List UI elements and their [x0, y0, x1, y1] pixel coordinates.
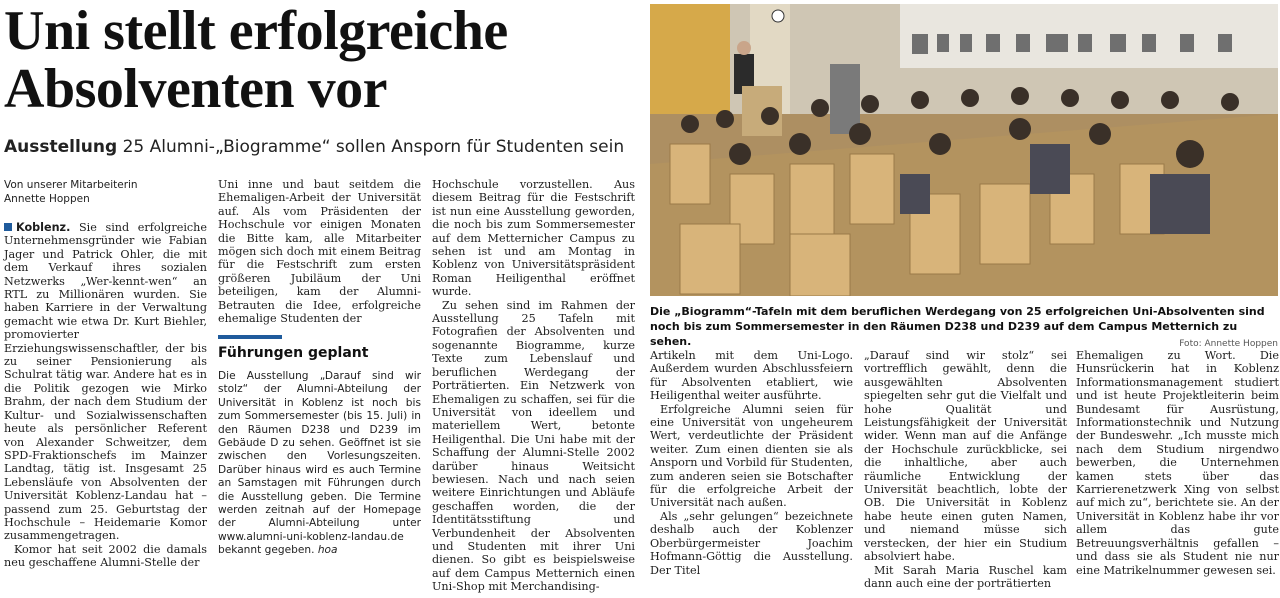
article-column-1: [4, 221, 207, 570]
dateline-location: Koblenz.: [16, 221, 71, 234]
article-paragraph: Komor hat seit 2002 die damals neu geschaffene Alumni-Stelle der: [4, 542, 207, 570]
byline: [4, 178, 209, 206]
info-box-text: Die Ausstellung „Darauf sind wir stolz“ der Alumni-Abteilung der Universität in Koblenz ist noch bis zum Sommersemester (bis 15. Juli) in den Räumen D238 und D239 im Gebäude D zu sehen. Geöffnet ist sie zwischen den Vorlesungszeiten. Darüber hinaus wird es auch Termine an Samstagen mit Führungen durch die Ausstellung geben. Die Termine werden zeitnah auf der Homepage der Alumni-Abteilung unter www.alumni-uni-koblenz-landau.de bekannt gegeben. hoa: [218, 369, 421, 557]
article-column-3: [432, 178, 635, 594]
article-paragraph: Uni inne und baut seitdem die Ehemaligen-Arbeit der Universität auf. Als vom Präsidenten der Hochschule vor einigen Monaten die Bitte kam, alle Mitarbeiter mögen sich doch mit einem Beitrag für die Festschrift zum ersten größeren Jubiläum der Uni beteiligen, kam der Alumni-Betrauten die Idee, erfolgreiche ehemalige Studenten der: [218, 178, 421, 326]
article-paragraph: Als „sehr gelungen“ bezeichnete deshalb auch der Koblenzer Oberbürgermeister Joachim Hofmann-Göttig die Ausstellung. Der Titel: [650, 509, 853, 577]
lecture-hall-image: [650, 4, 1278, 296]
event-photo: [650, 4, 1278, 296]
photo-credit: Foto: Annette Hoppen: [1179, 339, 1278, 349]
article-column-4: [650, 349, 853, 577]
photo-caption: Die „Biogramm“-Tafeln mit dem beruflichen Werdegang von 25 erfolgreichen Uni-Absolventen sind noch bis zum Sommersemester in den Räumen D238 und D239 auf dem Campus Metternich zu sehen. Foto: Annette Hoppen: [650, 304, 1278, 352]
subheadline-kicker: Ausstellung: [4, 137, 118, 157]
article-paragraph: Hochschule vorzustellen. Aus diesem Beitrag für die Festschrift ist nun eine Ausstellung geworden, die noch bis zum Sommersemester auf dem Metternicher Campus zu sehen ist und am Montag in Koblenz von Universitätspräsident Roman Heiligenthal eröffnet wurde.: [432, 178, 635, 299]
article-column-2: [218, 178, 421, 558]
article-paragraph: Artikeln mit dem Uni-Logo. Außerdem wurden Abschlussfeiern für Absolventen etabliert, wie Heiligenthal weiter ausführte.: [650, 349, 853, 403]
subheadline-text: 25 Alumni-„Biogramme“ sollen Ansporn für Studenten sein: [117, 137, 625, 157]
article-paragraph: Koblenz. Sie sind erfolgreiche Unternehmensgründer wie Fabian Jager und Patrick Ohler, die mit dem Verkauf ihres sozialen Netzwerks „Wer-kennt-wen“ an RTL zu Millionären wurden. Sie haben Karriere in der Verwaltung gemacht wie etwa Dr. Kurt Biehler, promovierter Erziehungswissenschaftler, der bis zu seiner Pensionierung als Schulrat tätig war. Andere hat es in die Politik gezogen wie Mirko Brahm, der nach dem Studium der Kultur- und Sozialwissenschaften heute als persönlicher Referent von Alexander Schweitzer, dem SPD-Fraktionschefs im Mainzer Landtag, tätig ist. Insgesamt 25 Lebensläufe von Absolventen der Universität Koblenz-Landau hat – passend zum 25. Geburtstag der Hochschule – Heidemarie Komor zusammengetragen.: [4, 221, 207, 543]
article-column-6: [1076, 349, 1279, 577]
author-sign: hoa: [317, 544, 338, 557]
byline-author: Annette Hoppen: [4, 193, 90, 205]
subheadline: [4, 137, 644, 157]
article-column-5: [864, 349, 1067, 590]
article-paragraph: Mit Sarah Maria Ruschel kam dann auch eine der porträtierten: [864, 563, 1067, 590]
byline-line-1: Von unserer Mitarbeiterin: [4, 179, 138, 191]
location-marker-icon: [4, 223, 12, 231]
section-heading: Führungen geplant: [218, 345, 369, 362]
section-rule: [218, 335, 282, 339]
article-paragraph: Erfolgreiche Alumni seien für eine Universität von ungeheurem Wert, verdeutlichte der Präsident weiter. Zum einen dienten sie als Ansporn und Vorbild für Studenten, zum anderen seien sie Botschafter für die erfolgreiche Arbeit der Universität nach außen.: [650, 402, 853, 510]
headline-line-1: Uni stellt erfolgreiche: [4, 0, 508, 62]
article-paragraph: Ehemaligen zu Wort. Die Hunsrückerin hat in Koblenz Informationsmanagement studiert und ist heute Projektleiterin beim Bundesamt für Ausrüstung, Informationstechnik und Nutzung der Bundeswehr. „Ich musste mich nach dem Studium nirgendwo bewerben, die Unternehmen kamen stets über das Karrierenetzwerk Xing von selbst auf mich zu“, berichtete sie. An der Universität in Koblenz habe ihr vor allem das gute Betreuungsverhältnis gefallen – und dass sie als Student nie nur eine Matrikelnummer gewesen sei.: [1076, 349, 1279, 577]
article-paragraph: „Darauf sind wir stolz“ sei vortrefflich gewählt, denn die ausgewählten Absolventen spiegelten sehr gut die Vielfalt und hohe Qualität und Leistungsfähigkeit der Universität wider. Wenn man auf die Anfänge der Hochschule zurückblicke, sei die inhaltliche, aber auch räumliche Entwicklung der Universität beachtlich, lobte der OB. Die Universität in Koblenz habe heute einen guten Namen, und niemand müsse sich verstecken, der hier ein Studium absolviert habe.: [864, 349, 1067, 564]
article-paragraph: Zu sehen sind im Rahmen der Ausstellung 25 Tafeln mit Fotografien der Absolventen und sogenannte Biogramme, kurze Texte zum Lebenslauf und beruflichen Werdegang der Porträtierten. Ein Netzwerk von Ehemaligen zu schaffen, sei für die Universität von ideellem und materiellem Wert, betonte Heiligenthal. Die Uni habe mit der Schaffung der Alumni-Stelle 2002 darüber hinaus Weitsicht bewiesen. Nach und nach seien weitere Einrichtungen und Abläufe geschaffen worden, die der Identitätsstiftung und Verbundenheit der Absolventen und Studenten mit ihrer Uni dienen. So gibt es beispielsweise auf dem Campus Metternich einen Uni-Shop mit Merchandising-: [432, 298, 635, 594]
headline: [4, 2, 644, 118]
headline-line-2: Absolventen vor: [4, 58, 387, 120]
